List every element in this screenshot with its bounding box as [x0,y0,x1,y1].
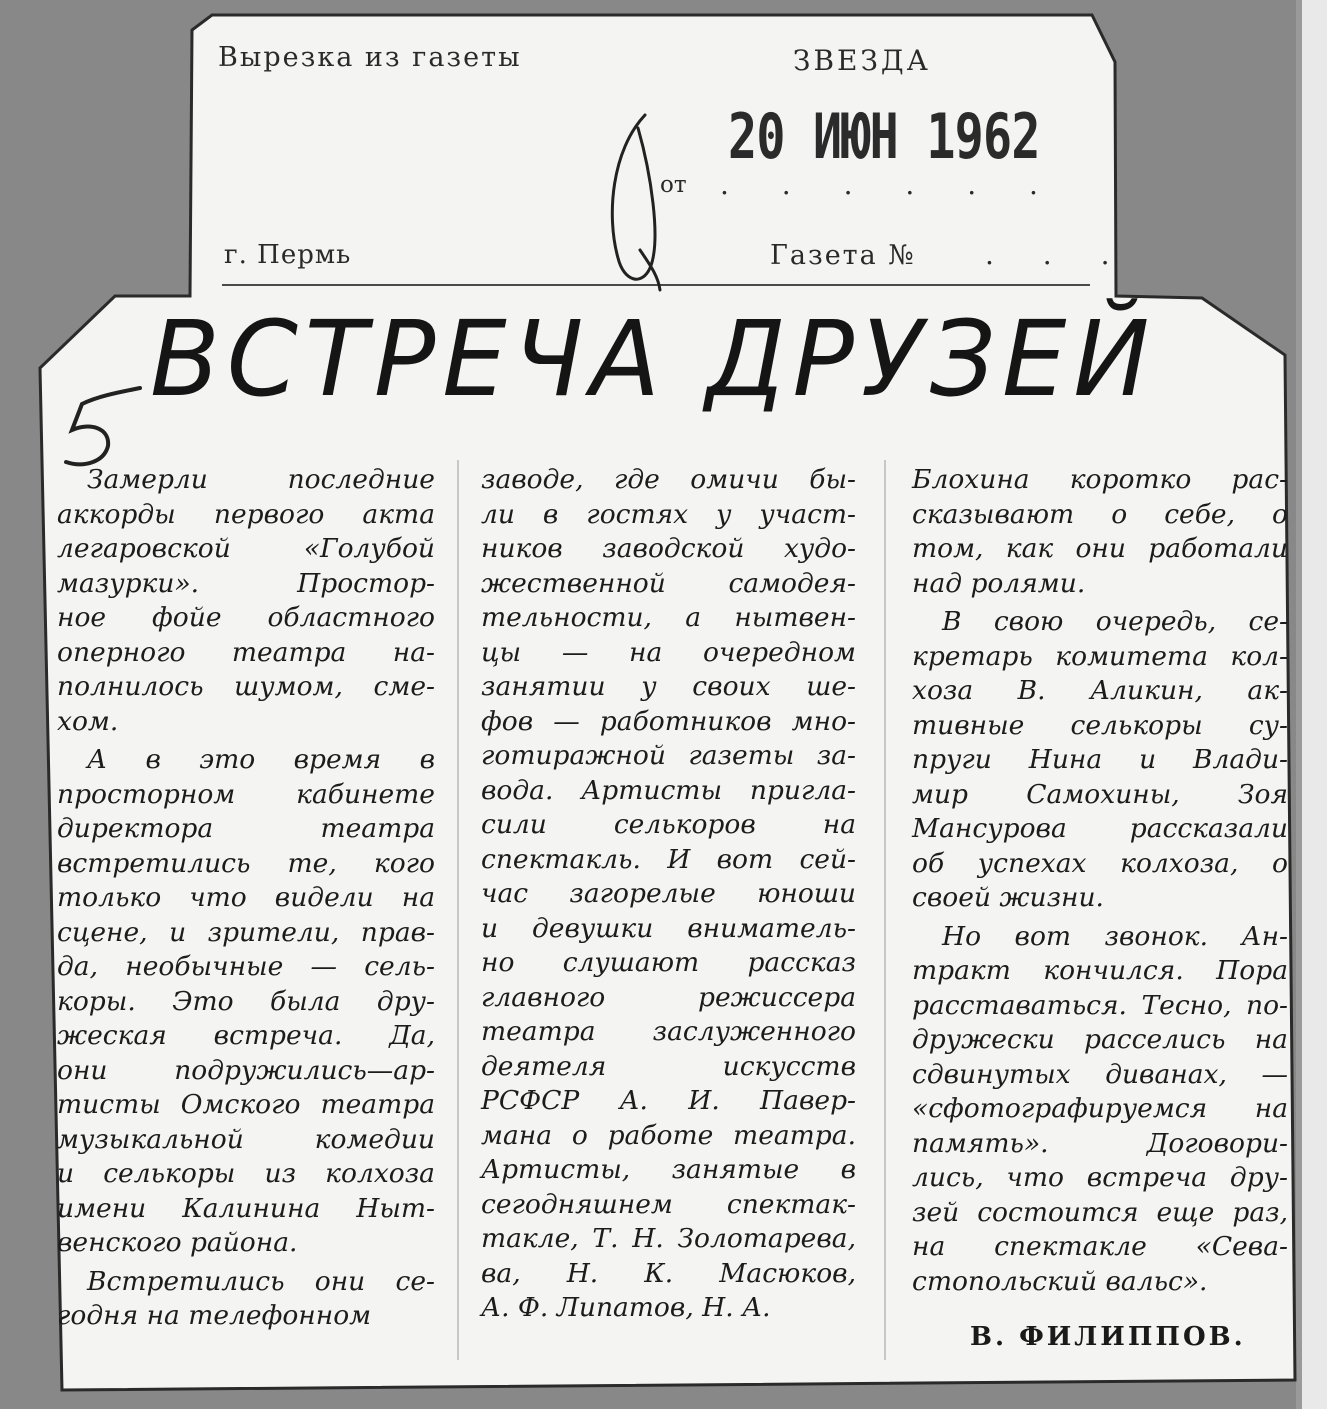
newspaper-name: ЗВЕЗДА [793,44,931,77]
article-line: оперного театра на- [57,636,435,668]
article-line: своей жизни. [912,882,1104,913]
article-line: готиражной газеты за- [481,740,856,771]
article-line: мир Самохины, Зоя [912,778,1288,810]
article-column-3 [912,463,1288,1299]
city-label: г. Пермь [224,240,352,270]
issue-label: Газета № [770,240,916,271]
article-line: только что видели на [57,882,435,913]
article-line: они подружились—ар- [57,1054,435,1086]
date-dots: . . . . . . [720,168,1060,201]
article-line: встретились те, кого [57,847,435,879]
article-line: легаровской «Голубой [57,533,435,564]
article-line: сегодняшнем спектак- [481,1188,856,1220]
article-line: спектакль. И вот сей- [481,843,856,875]
article-line: дружески расселись на [912,1024,1288,1055]
article-headline: ВСТРЕЧА ДРУЗЕЙ [150,298,1157,420]
article-line: занятии у своих ше- [481,671,856,702]
article-line: но слушают рассказ [481,947,856,978]
article-line: полнилось шумом, сме- [57,671,435,702]
article-line: сили селькоров на [481,809,856,840]
article-line: Артисты, занятые в [481,1154,856,1185]
article-line: Встретились они се- [87,1265,435,1297]
article-line: память». Договори- [912,1127,1288,1159]
article-line: том, как они работали [912,533,1288,564]
article-line: ное фойе областного [57,602,435,633]
date-label: от [660,172,687,198]
article-line: хоза В. Аликин, ак- [912,675,1288,706]
article-line: зей состоится еще раз, [912,1196,1288,1228]
article-line: РСФСР А. И. Павер- [481,1085,856,1116]
article-line: сказывают о себе, о [912,498,1288,530]
article-line: тракт кончился. Пора [912,955,1288,986]
article-line: жеская встреча. Да, [57,1020,435,1051]
article-line: хом. [57,705,119,737]
article-line: В свою очередь, се- [942,606,1288,637]
article-line: фов — работников мно- [481,705,856,737]
article-line: коры. Это была дру- [57,985,435,1017]
article-line: пруги Нина и Влади- [912,744,1288,775]
article-line: вода. Артисты пригла- [481,774,856,806]
date-stamp: 20 ИЮН 1962 [728,100,1040,173]
article-line: музыкальной комедии [57,1123,435,1155]
issue-dots: . . . [985,238,1130,271]
article-line: Замерли последние [87,464,435,495]
article-line: такле, Т. Н. Золотарева, [481,1223,856,1254]
article-line: тисты Омского театра [57,1089,435,1120]
article-line: ва, Н. К. Масюков, [481,1257,856,1289]
article-line: А в это время в [87,744,435,775]
article-line: мазурки». Простор- [57,567,435,599]
article-line: и девушки вниматель- [481,912,856,944]
article-line: венского района. [57,1227,298,1258]
article-line: годня на телефонном [57,1300,372,1331]
article-byline: В. ФИЛИППОВ. [970,1322,1246,1352]
article-line: да, необычные — сель- [57,951,435,982]
article-line: над ролями. [912,567,1086,599]
article-line: жественной самодея- [481,567,856,599]
article-column-2 [481,463,856,1326]
article-line: об успехах колхоза, о [912,847,1288,879]
article-line: стопольский вальс». [912,1265,1208,1297]
article-line: ников заводской худо- [481,533,856,564]
article-line: и селькоры из колхоза [57,1158,435,1189]
article-line: ли в гостях у участ- [481,498,856,530]
article-line: Блохина коротко рас- [912,464,1288,495]
article-line: тельности, а нытвен- [481,602,856,633]
article-line: Но вот звонок. Ан- [942,920,1288,952]
article-line: заводе, где омичи бы- [481,464,856,495]
article-line: имени Калинина Ныт- [57,1192,435,1224]
article-line: на спектакле «Сева- [912,1231,1288,1262]
article-line: аккорды первого акта [57,498,435,530]
article-line: кретарь комитета кол- [912,640,1288,672]
article-line: сдвинутых диванах, — [912,1058,1288,1090]
article-line: сцене, и зрители, прав- [57,916,435,948]
article-line: тивные селькоры су- [912,709,1288,741]
article-line: главного режиссера [481,981,856,1013]
article-line: А. Ф. Липатов, Н. А. [481,1292,771,1323]
article-line: цы — на очередном [481,636,856,668]
article-line: просторном кабинете [57,778,435,810]
article-column-1 [57,463,435,1334]
article-line: расставаться. Тесно, по- [912,989,1288,1021]
article-line: директора театра [57,813,435,844]
article-line: час загорелые юноши [481,878,856,909]
article-line: лись, что встреча дру- [912,1162,1288,1193]
article-line: театра заслуженного [481,1016,856,1047]
clipping-label: Вырезка из газеты [218,42,522,73]
article-line: мана о работе театра. [481,1119,856,1151]
article-line: деятеля искусств [481,1050,856,1082]
article-line: Мансурова рассказали [912,813,1288,844]
article-line: «сфотографируемся на [912,1093,1288,1124]
